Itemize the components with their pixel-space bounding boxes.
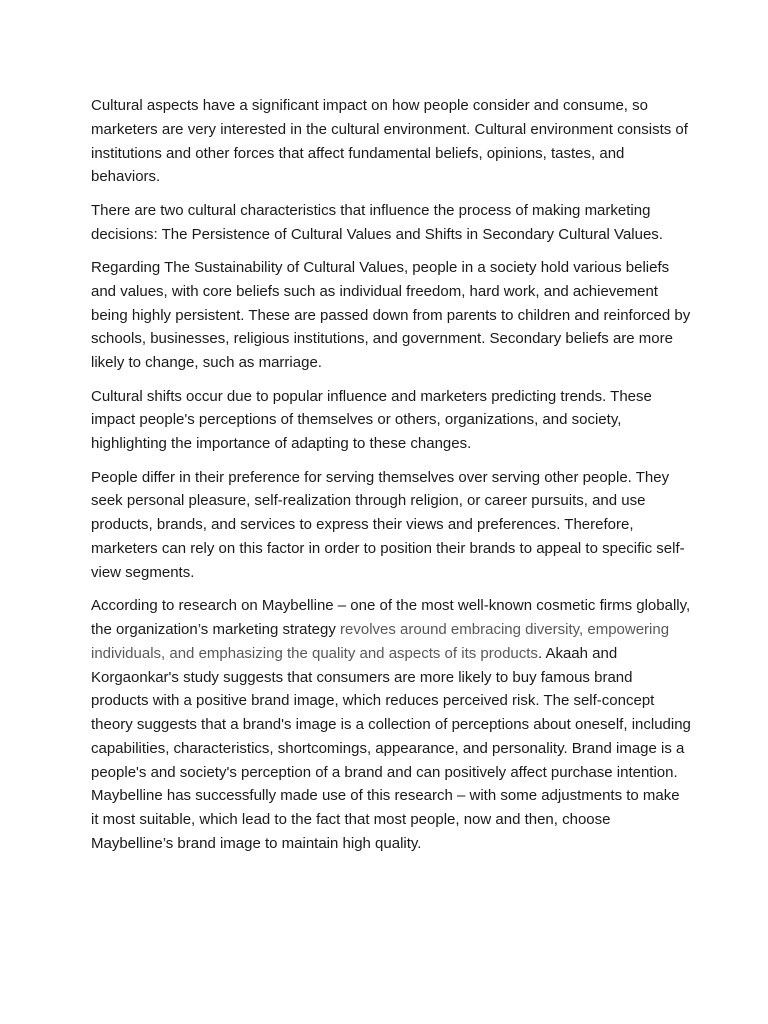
- paragraph-cultural-aspects: Cultural aspects have a significant impact on how people consider and consume, so marketers are very interested in the cultural environment. Cultural environment consists of institutions and other forces that affect fundamental beliefs, opinions, tastes, and behaviors.: [91, 97, 688, 186]
- maybelline-text-muted: revolves around embracing diversity, empowering individuals, and emphasizing the quality and aspects of its products: [91, 620, 670, 662]
- paragraph-maybelline: [91, 594, 691, 856]
- paragraph-cultural-characteristics: There are two cultural characteristics that influence the process of making marketing decisions: The Persistence of Cultural Values and Shifts in Secondary Cultural Values.: [91, 201, 663, 243]
- maybelline-text-part1: According to research on Maybelline – one of the most well-known cosmetic firms globally, the organization’s marketing strategy: [91, 597, 691, 638]
- paragraph-self-view: People differ in their preference for serving themselves over serving other people. They seek personal pleasure, self-realization through religion, or career pursuits, and use products, brands, and services to express their views and preferences. Therefore, marketers can rely on this factor in order to position their brands to appeal to specific self-view segments.: [91, 468, 685, 581]
- paragraph-sustainability-of-values: Regarding The Sustainability of Cultural Values, people in a society hold various beliefs and values, with core beliefs such as individual freedom, hard work, and achievement being highly persistent. These are passed down from parents to children and reinforced by schools, businesses, religious institutions, and government. Secondary beliefs are more likely to change, such as marriage.: [91, 258, 691, 372]
- paragraph-cultural-shifts: Cultural shifts occur due to popular influence and marketers predicting trends. These impact people's perceptions of themselves or others, organizations, and society, highlighting the importance of adapting to these changes.: [91, 387, 652, 453]
- document-page: [91, 94, 691, 865]
- maybelline-text-part3: . Akaah and Korgaonkar's study suggests that consumers are more likely to buy famous brand products with a positive brand image, which reduces perceived risk. The self-concept theory suggests that a brand's image is a collection of perceptions about oneself, including capabilities, characteristics, shortcomings, appearance, and personality. Brand image is a people's and society's perception of a brand and can positively affect purchase intention. Maybelline has successfully made use of this research – with some adjustments to make it most suitable, which lead to the fact that most people, now and then, choose Maybelline’s brand image to maintain high quality.: [91, 644, 691, 853]
